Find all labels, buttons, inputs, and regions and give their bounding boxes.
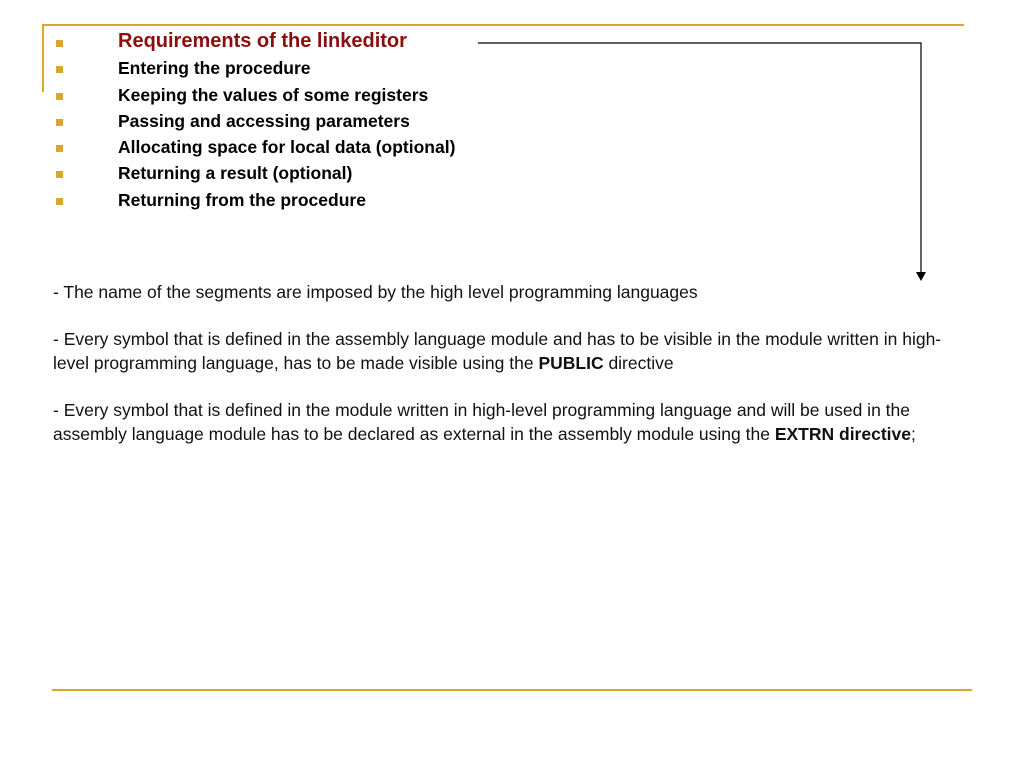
keyword-public: PUBLIC xyxy=(538,353,604,373)
note-text: - The name of the segments are imposed by the high level programming languages xyxy=(53,282,698,302)
square-bullet-icon xyxy=(56,119,63,126)
heading-text: Requirements of the linkeditor xyxy=(118,30,407,52)
note-paragraph xyxy=(53,280,953,304)
note-text: ; xyxy=(910,424,916,444)
keyword-extrn: EXTRN directive xyxy=(774,424,911,444)
square-bullet-icon xyxy=(56,66,63,73)
list-item-text: Keeping the values of some registers xyxy=(118,84,429,105)
note-text: directive xyxy=(603,353,674,373)
left-gold-rule xyxy=(42,24,44,92)
note-paragraph xyxy=(53,327,953,375)
square-bullet-icon xyxy=(56,145,63,152)
square-bullet-icon xyxy=(56,40,63,47)
note-paragraph xyxy=(53,398,953,446)
list-item-text: Entering the procedure xyxy=(118,58,311,79)
list-item-text: Allocating space for local data (optional) xyxy=(118,137,456,158)
list-item-text: Returning a result (optional) xyxy=(118,163,353,184)
top-gold-rule xyxy=(42,24,964,26)
square-bullet-icon xyxy=(56,198,63,205)
list-item-text: Returning from the procedure xyxy=(118,189,366,210)
square-bullet-icon xyxy=(56,171,63,178)
connector-line xyxy=(478,43,921,273)
list-item-text: Passing and accessing parameters xyxy=(118,110,410,131)
bottom-gold-rule xyxy=(52,689,972,691)
square-bullet-icon xyxy=(56,93,63,100)
note-text: - Every symbol that is defined in the assembly language module and has to be visible in the module written in high-level programming language, has to be made visible using the xyxy=(53,329,942,373)
note-text: - Every symbol that is defined in the module written in high-level programming language and will be used in the assembly language module has to be declared as external in the assembly module using the xyxy=(53,400,910,444)
notes-section xyxy=(53,280,953,469)
